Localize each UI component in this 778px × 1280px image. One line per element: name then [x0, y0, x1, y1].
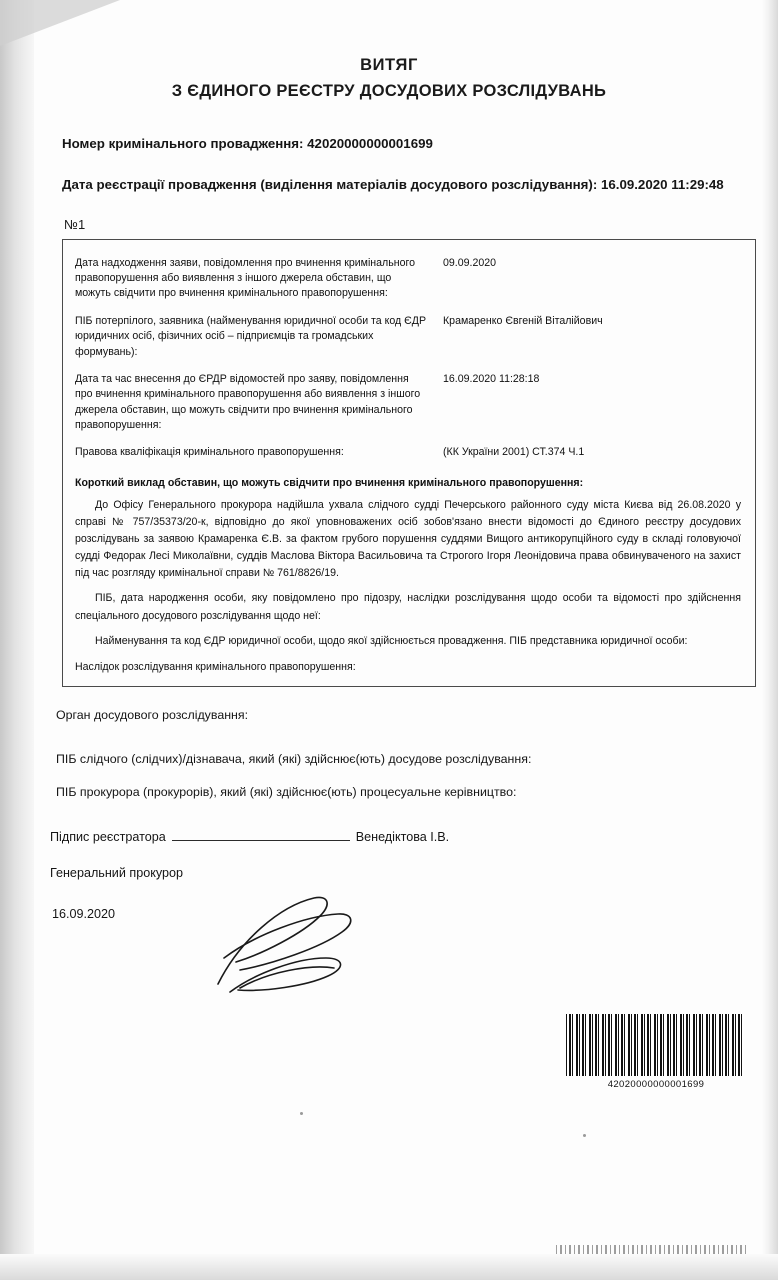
row-value: 16.09.2020 11:28:18 [443, 372, 540, 385]
legal-entity-block: Найменування та код ЄДР юридичної особи, щодо якої здійснюється провадження. ПІБ представника юридичної особи: [95, 634, 688, 647]
barcode-image [566, 1014, 744, 1076]
document-subtitle: З ЄДИНОГО РЕЄСТРУ ДОСУДОВИХ РОЗСЛІДУВАНЬ [171, 82, 607, 100]
suspect-information-block: ПІБ, дата народження особи, яку повідомлено про підозру, наслідки розслідування щодо особи та відомості про здійснення спеціального досудового розслідування щодо неї: [75, 592, 741, 622]
summary-heading: Короткий виклад обставин, що можуть свідчити про вчинення кримінального правопорушення: [75, 476, 584, 489]
bottom-date: 16.09.2020 [52, 906, 116, 921]
row-label: Дата та час внесення до ЄРДР відомостей про заяву, повідомлення про вчинення кримінального правопорушення або виявлення з іншого джерела обставин, що можуть свідчити про вчинення кримінального правопорушення: [75, 372, 421, 431]
prosecutor-field: ПІБ прокурора (прокурорів), який (які) здійснює(ють) процесуальне керівництво: [56, 785, 517, 800]
scan-speck [583, 1134, 586, 1137]
registrar-signature-row [50, 828, 778, 844]
general-prosecutor-label: Генеральний прокурор [50, 865, 184, 880]
record-number-label: №1 [64, 216, 86, 232]
registrar-name: Венедіктова І.В. [355, 829, 450, 844]
investigation-outcome-block: Наслідок розслідування кримінального правопорушення: [75, 660, 356, 673]
record-table [62, 239, 756, 687]
row-label: ПІБ потерпілого, заявника (найменування юридичної особи та код ЄДР юридичних осіб, фізичних осіб – підприємців та громадських формувань): [75, 314, 427, 358]
case-number-line: Номер кримінального провадження: 42020000000001699 [62, 136, 433, 151]
scan-speck [300, 1112, 303, 1115]
table-row [63, 250, 755, 308]
summary-text: До Офісу Генерального прокурора надійшла ухвала слідчого судді Печерського районного суду міста Києва від 26.08.2020 у справі № 757/35373/20-к, відповідно до якої уповноважених осіб зобов'язано внести відомості до Єдиного реєстру досудових розслідувань за заявою Крамаренка Є.В. за фактом грубого порушення суддями Вищого антикорупційного суду в складі головуючої судді Федорак Лесі Миколаївни, суддів Маслова Віктора Васильовича та Строгого Ігоря Леонідовича права обвинуваченого на захист під час розгляду кримінальної справи № 761/8826/19. [75, 498, 741, 580]
investigator-field: ПІБ слідчого (слідчих)/дізнавача, який (які) здійснює(ють) досудове розслідування: [56, 752, 532, 767]
table-row [63, 366, 755, 439]
barcode-number: 42020000000001699 [607, 1079, 705, 1090]
table-row [63, 439, 755, 466]
document-title: ВИТЯГ [360, 56, 418, 74]
registrar-signature-label: Підпис реєстратора [50, 829, 166, 844]
row-value: Крамаренко Євгеній Віталійович [443, 314, 603, 327]
table-row [63, 308, 755, 366]
handwritten-signature [210, 888, 390, 1000]
registration-date-line: Дата реєстрації провадження (виділення матеріалів досудового розслідування): 16.09.2020 11:29:48 [62, 176, 724, 192]
scan-footer-smudge [556, 1245, 746, 1254]
row-value: (КК України 2001) СТ.374 Ч.1 [443, 446, 585, 459]
signature-line [172, 828, 350, 841]
investigation-body-field: Орган досудового розслідування: [56, 707, 249, 722]
row-label: Правова кваліфікація кримінального правопорушення: [75, 446, 344, 459]
row-label: Дата надходження заяви, повідомлення про вчинення кримінального правопорушення або виявлення з іншого джерела обставин, що можуть свідчити про вчинення кримінального правопорушення: [75, 256, 416, 300]
barcode-block [566, 1014, 746, 1090]
row-value: 09.09.2020 [443, 256, 497, 269]
